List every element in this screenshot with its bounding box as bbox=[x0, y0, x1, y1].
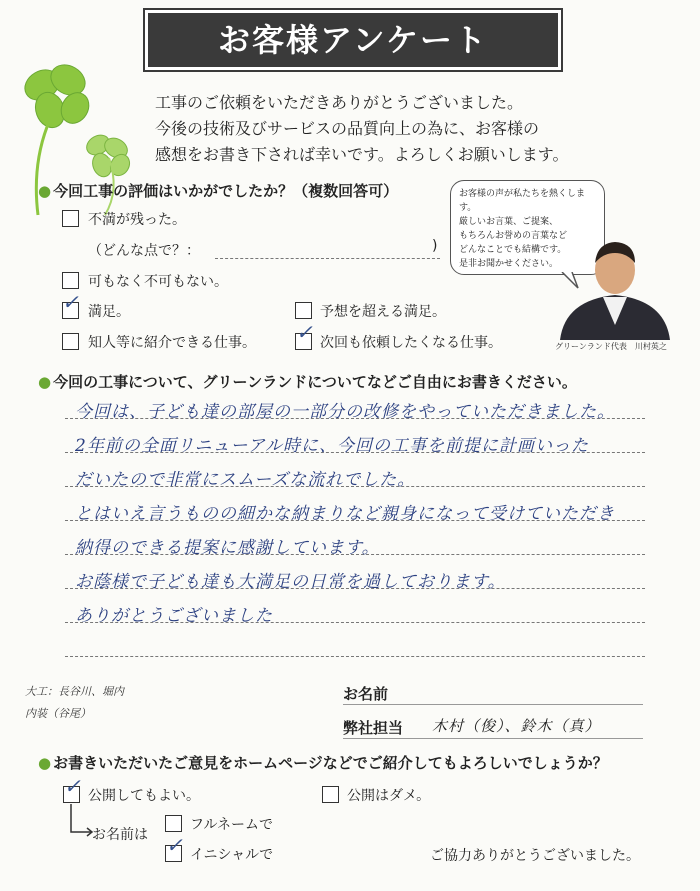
label-fullname: フルネームで bbox=[190, 817, 274, 833]
checkbox-exceeded[interactable] bbox=[295, 302, 312, 319]
label-publish-ng: 公開はダメ。 bbox=[347, 788, 431, 804]
which-point-field[interactable] bbox=[215, 258, 440, 259]
side-note-line: 内装（谷尾） bbox=[25, 707, 91, 720]
label-again: 次回も依頼したくなる仕事。 bbox=[320, 335, 502, 351]
checkbox-neutral[interactable] bbox=[62, 272, 79, 289]
check-mark-publish-ok: ✓ bbox=[64, 774, 81, 798]
page-title: お客様アンケート bbox=[145, 10, 561, 70]
bullet-icon: ● bbox=[38, 373, 52, 391]
bullet-icon: ● bbox=[38, 754, 52, 772]
bullet-icon: ● bbox=[38, 182, 52, 200]
q1-title-text: 今回工事の評価はいかがでしたか？（複数回答可） bbox=[53, 182, 399, 200]
check-mark-satisfied: ✓ bbox=[62, 290, 79, 314]
label-name-prefix: お名前は bbox=[92, 827, 148, 843]
intro-line: 工事のご依頼をいただきありがとうございました。 bbox=[155, 93, 524, 112]
q3-title-text: お書きいただいたご意見をホームページなどでご紹介してもよろしいでしょうか？ bbox=[53, 754, 608, 772]
q1-title bbox=[38, 180, 398, 201]
handwritten-line: だいたので非常にスムーズな流れでした。 bbox=[75, 470, 416, 490]
bubble-line: どんなことでも結構です。 bbox=[459, 245, 567, 255]
label-which-point: （どんな点で？： bbox=[88, 243, 200, 259]
label-publish-ok: 公開してもよい。 bbox=[88, 788, 200, 804]
intro-line: 感想をお書き下されば幸いです。よろしくお願いします。 bbox=[155, 145, 569, 164]
label-unsatisfied: 不満が残った。 bbox=[88, 212, 186, 228]
handwritten-line: 今回は、子ども達の部屋の一部分の改修をやっていただきました。 bbox=[75, 402, 615, 422]
label-initials: イニシャルで bbox=[190, 847, 274, 863]
intro-text bbox=[155, 90, 568, 168]
handwritten-line: とはいえ言うものの細かな納まりなど親身になって受けていただき bbox=[75, 504, 615, 524]
representative-caption: グリーンランド代表 川村英之 bbox=[555, 342, 667, 351]
closing-text: ご協力ありがとうございました。 bbox=[430, 848, 640, 864]
bubble-line: 厳しいお言葉、ご提案、 bbox=[459, 217, 559, 227]
checkbox-publish-ng[interactable] bbox=[322, 786, 339, 803]
handwritten-line: 納得のできる提案に感謝しています。 bbox=[75, 538, 380, 558]
handwritten-line: お蔭様で子ども達も大満足の日常を過しております。 bbox=[75, 572, 506, 592]
check-mark-initials: ✓ bbox=[166, 833, 183, 857]
paren-close: ) bbox=[432, 238, 438, 254]
checkbox-unsatisfied[interactable] bbox=[62, 210, 79, 227]
bubble-line: もちろんお誉めの言葉など bbox=[459, 231, 568, 241]
bubble-line: お客様の声が私たちを熱くします。 bbox=[459, 189, 586, 213]
q2-title bbox=[38, 371, 577, 392]
staff-label: 弊社担当 bbox=[343, 719, 404, 737]
label-exceeded: 予想を超える満足。 bbox=[320, 304, 446, 320]
q3-title bbox=[38, 752, 608, 773]
label-neutral: 可もなく不可もない。 bbox=[88, 274, 228, 290]
q2-title-text: 今回の工事について、グリーンランドについてなどご自由にお書きください。 bbox=[53, 373, 577, 391]
intro-line: 今後の技術及びサービスの品質向上の為に、お客様の bbox=[155, 119, 540, 138]
handwritten-line: ありがとうございました bbox=[75, 606, 273, 626]
name-label: お名前 bbox=[343, 685, 389, 703]
staff-value: 木村（俊）、鈴木（真） bbox=[432, 717, 601, 735]
side-note-line: 大工：長谷川、堀内 bbox=[25, 685, 124, 698]
checkbox-fullname[interactable] bbox=[165, 815, 182, 832]
check-mark-again: ✓ bbox=[296, 320, 313, 344]
arrow-connector bbox=[65, 804, 95, 838]
label-recommend: 知人等に紹介できる仕事。 bbox=[88, 335, 256, 351]
bubble-line: 是非お聞かせください。 bbox=[459, 259, 559, 269]
name-field[interactable] bbox=[343, 704, 643, 705]
label-satisfied: 満足。 bbox=[88, 304, 130, 320]
staff-field[interactable] bbox=[343, 738, 643, 739]
representative-photo bbox=[555, 225, 675, 340]
writing-line bbox=[65, 656, 645, 657]
checkbox-recommend[interactable] bbox=[62, 333, 79, 350]
handwritten-line: 2年前の全面リニューアル時に、今回の工事を前提に計画いった bbox=[75, 436, 589, 456]
